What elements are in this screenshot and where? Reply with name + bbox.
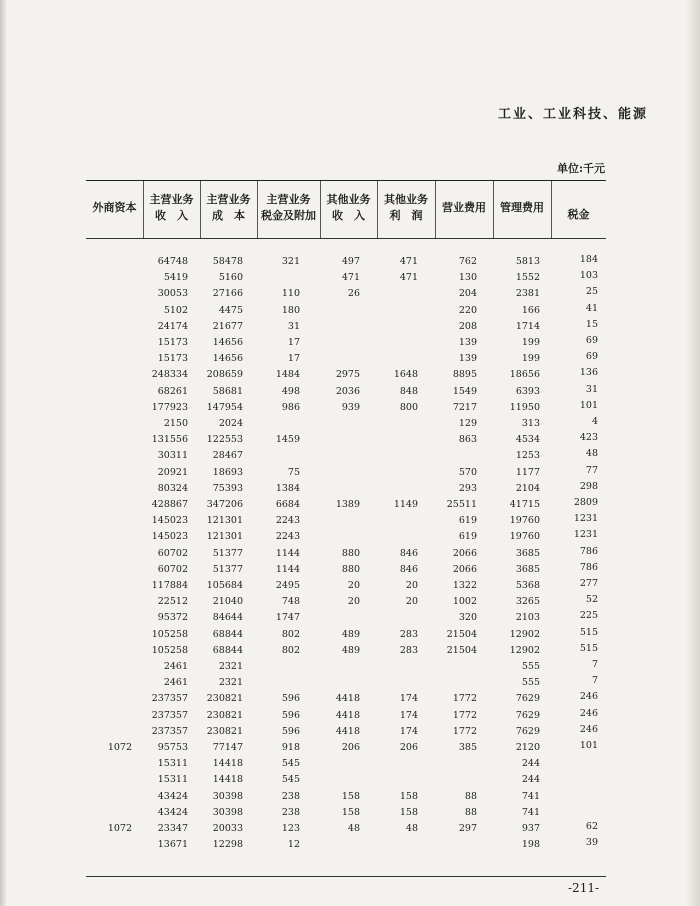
table-cell: 1772 <box>452 709 477 721</box>
table-cell: 18693 <box>212 466 243 478</box>
table-cell: 39 <box>585 837 598 849</box>
table-cell: 748 <box>281 596 300 608</box>
table-cell: 11950 <box>509 401 540 413</box>
table-cell: 27166 <box>212 288 243 300</box>
table-cell: 2461 <box>163 661 188 672</box>
table-cell: 283 <box>399 628 418 640</box>
table-cell: 5160 <box>218 272 243 284</box>
table-cell: 15 <box>585 318 598 330</box>
table-cell: 158 <box>399 806 418 818</box>
table-cell: 3685 <box>515 563 540 575</box>
table-cell: 497 <box>341 256 360 267</box>
table-cell: 545 <box>281 774 300 786</box>
table-cell: 52 <box>585 594 598 606</box>
table-cell: 1002 <box>452 596 477 608</box>
table-cell: 21504 <box>446 644 477 656</box>
table-cell: 238 <box>281 790 300 802</box>
table-cell: 198 <box>521 839 540 851</box>
table-cell: 17 <box>287 353 300 365</box>
column-divider <box>377 181 378 238</box>
table-cell: 489 <box>341 644 360 656</box>
table-cell: 30311 <box>157 450 188 462</box>
table-cell: 741 <box>521 790 540 802</box>
table-cell: 41 <box>585 302 598 314</box>
column-header-6: 营业费用 <box>442 201 486 214</box>
table-cell: 863 <box>458 434 477 446</box>
table-cell: 136 <box>579 367 598 379</box>
table-cell: 12 <box>287 839 300 851</box>
table-bottom-rule <box>86 876 606 877</box>
table-cell: 105258 <box>151 628 188 640</box>
table-cell: 6684 <box>275 499 300 510</box>
table-cell: 498 <box>281 385 300 397</box>
table-cell: 293 <box>458 482 477 494</box>
table-cell: 230821 <box>206 693 243 705</box>
table-cell: 937 <box>521 823 540 834</box>
table-cell: 2150 <box>163 418 188 429</box>
table-cell: 101 <box>579 740 598 751</box>
table-cell: 139 <box>458 353 477 365</box>
table-cell: 471 <box>399 256 418 267</box>
table-cell: 244 <box>521 758 540 770</box>
table-cell: 17 <box>287 337 300 348</box>
column-divider <box>435 181 436 238</box>
table-cell: 283 <box>399 644 418 656</box>
column-header-1: 主营业务 收 入 <box>149 193 194 222</box>
table-cell: 20 <box>405 580 418 591</box>
table-cell: 986 <box>281 401 300 413</box>
table-cell: 28467 <box>212 450 243 462</box>
table-cell: 802 <box>281 628 300 640</box>
table-cell: 129 <box>458 418 477 429</box>
table-cell: 21504 <box>446 628 477 640</box>
table-cell: 174 <box>399 709 418 721</box>
table-cell: 14656 <box>212 337 243 348</box>
table-cell: 110 <box>281 288 300 300</box>
table-cell: 26 <box>347 288 360 300</box>
table-cell: 515 <box>579 626 598 638</box>
table-cell: 1149 <box>393 499 418 510</box>
table-cell: 41715 <box>509 499 540 510</box>
table-cell: 174 <box>399 725 418 737</box>
table-cell: 30398 <box>212 790 243 802</box>
table-cell: 880 <box>341 547 360 559</box>
page-binding-shadow <box>0 0 6 906</box>
table-cell: 158 <box>341 806 360 818</box>
table-cell: 1648 <box>393 369 418 381</box>
column-divider <box>200 181 201 238</box>
table-cell: 230821 <box>206 709 243 721</box>
unit-label: 单位:千元 <box>557 162 606 175</box>
column-divider <box>493 181 494 238</box>
table-cell: 121301 <box>206 515 243 527</box>
table-cell: 12902 <box>509 628 540 640</box>
table-cell: 555 <box>521 677 540 689</box>
table-cell: 51377 <box>212 547 243 559</box>
table-cell: 1459 <box>275 434 300 446</box>
page-number: -211- <box>568 881 600 895</box>
table-cell: 30398 <box>212 806 243 818</box>
table-cell: 786 <box>579 545 598 557</box>
table-cell: 20 <box>347 596 360 608</box>
table-cell: 1549 <box>452 385 477 397</box>
table-cell: 43424 <box>157 790 188 802</box>
table-cell: 918 <box>281 742 300 753</box>
table-cell: 31 <box>287 320 300 332</box>
table-cell: 5102 <box>163 304 188 316</box>
table-cell: 515 <box>579 642 598 654</box>
table-cell: 2321 <box>218 661 243 672</box>
table-cell: 880 <box>341 563 360 575</box>
table-cell: 2120 <box>515 742 540 753</box>
table-cell: 1384 <box>275 482 300 494</box>
table-cell: 248334 <box>151 369 188 381</box>
table-cell: 277 <box>579 578 598 589</box>
table-cell: 1231 <box>573 529 598 541</box>
table-cell: 555 <box>521 661 540 672</box>
table-cell: 208 <box>458 320 477 332</box>
table-cell: 7629 <box>515 693 540 705</box>
table-top-rule <box>86 180 606 181</box>
table-cell: 2461 <box>163 677 188 689</box>
table-cell: 84644 <box>212 612 243 624</box>
table-cell: 2975 <box>335 369 360 381</box>
table-cell: 206 <box>399 742 418 753</box>
column-header-0: 外商资本 <box>92 201 137 214</box>
table-cell: 7629 <box>515 709 540 721</box>
table-cell: 423 <box>579 432 598 444</box>
table-cell: 7 <box>591 675 598 687</box>
table-cell: 298 <box>579 480 598 492</box>
table-cell: 95753 <box>157 742 188 753</box>
column-header-7: 管理费用 <box>500 201 544 214</box>
table-cell: 80324 <box>157 482 188 494</box>
table-cell: 180 <box>281 304 300 316</box>
table-cell: 7217 <box>452 401 477 413</box>
table-cell: 225 <box>579 610 598 622</box>
table-cell: 244 <box>521 774 540 786</box>
table-cell: 199 <box>521 337 540 348</box>
table-cell: 2036 <box>335 385 360 397</box>
table-cell: 313 <box>521 418 540 429</box>
table-cell: 20033 <box>212 823 243 834</box>
table-cell: 846 <box>399 563 418 575</box>
table-cell: 741 <box>521 806 540 818</box>
table-cell: 23347 <box>157 823 188 834</box>
table-cell: 1552 <box>515 272 540 284</box>
table-cell: 25511 <box>446 499 477 510</box>
table-cell: 31 <box>585 383 598 395</box>
table-cell: 68844 <box>212 644 243 656</box>
table-cell: 848 <box>399 385 418 397</box>
table-cell: 4475 <box>218 304 243 316</box>
table-cell: 19760 <box>509 515 540 527</box>
table-cell: 347206 <box>206 499 243 510</box>
table-cell: 60702 <box>157 547 188 559</box>
table-cell: 117884 <box>151 580 188 591</box>
table-cell: 20921 <box>157 466 188 478</box>
table-cell: 14418 <box>212 758 243 770</box>
table-cell: 6393 <box>515 385 540 397</box>
table-cell: 4418 <box>335 709 360 721</box>
table-cell: 246 <box>579 723 598 735</box>
table-cell: 15173 <box>157 353 188 365</box>
table-cell: 596 <box>281 709 300 721</box>
table-cell: 122553 <box>206 434 243 446</box>
table-cell: 48 <box>585 448 598 460</box>
table-cell: 1231 <box>573 513 598 525</box>
table-cell: 58478 <box>212 256 243 267</box>
table-cell: 1144 <box>275 563 300 575</box>
table-cell: 1484 <box>275 369 300 381</box>
table-cell: 246 <box>579 691 598 703</box>
table-cell: 88 <box>464 790 477 802</box>
table-cell: 77147 <box>212 742 243 753</box>
table-cell: 1253 <box>515 450 540 462</box>
table-cell: 619 <box>458 515 477 527</box>
table-cell: 230821 <box>206 725 243 737</box>
table-cell: 2809 <box>573 497 598 508</box>
table-cell: 237357 <box>151 709 188 721</box>
table-cell: 77 <box>585 464 598 476</box>
column-header-4: 其他业务 收 入 <box>326 193 371 222</box>
table-cell: 62 <box>585 821 598 832</box>
table-cell: 208659 <box>206 369 243 381</box>
table-cell: 1144 <box>275 547 300 559</box>
table-cell: 21677 <box>212 320 243 332</box>
table-cell: 22512 <box>157 596 188 608</box>
table-cell: 139 <box>458 337 477 348</box>
table-cell: 145023 <box>151 515 188 527</box>
table-cell: 5813 <box>515 256 540 267</box>
table-cell: 7 <box>591 659 598 670</box>
table-cell: 123 <box>281 823 300 834</box>
table-cell: 13671 <box>157 839 188 851</box>
table-cell: 2104 <box>515 482 540 494</box>
table-cell: 320 <box>458 612 477 624</box>
table-cell: 1177 <box>515 466 540 478</box>
table-cell: 385 <box>458 742 477 753</box>
table-cell: 206 <box>341 742 360 753</box>
table-cell: 75393 <box>212 482 243 494</box>
running-header-title: 工业、工业科技、能源 <box>498 107 649 122</box>
table-cell: 596 <box>281 693 300 705</box>
table-cell: 130 <box>458 272 477 284</box>
table-cell: 184 <box>579 254 598 265</box>
table-cell: 4534 <box>515 434 540 446</box>
table-cell: 20 <box>405 596 418 608</box>
table-cell: 1747 <box>275 612 300 624</box>
table-cell: 2103 <box>515 612 540 624</box>
table-cell: 800 <box>399 401 418 413</box>
table-cell: 939 <box>341 401 360 413</box>
table-cell: 43424 <box>157 806 188 818</box>
table-cell: 58681 <box>212 385 243 397</box>
table-cell: 18656 <box>509 369 540 381</box>
table-cell: 2066 <box>452 563 477 575</box>
table-cell: 570 <box>458 466 477 478</box>
page-edge-shadow <box>686 0 700 906</box>
table-cell: 3685 <box>515 547 540 559</box>
table-cell: 471 <box>341 272 360 284</box>
table-cell: 51377 <box>212 563 243 575</box>
table-cell: 21040 <box>212 596 243 608</box>
table-cell: 2381 <box>515 288 540 300</box>
table-cell: 220 <box>458 304 477 316</box>
table-cell: 545 <box>281 758 300 770</box>
table-cell: 2495 <box>275 580 300 591</box>
column-divider <box>143 181 144 238</box>
column-divider <box>320 181 321 238</box>
table-cell: 297 <box>458 823 477 834</box>
table-cell: 95372 <box>157 612 188 624</box>
table-cell: 237357 <box>151 725 188 737</box>
table-cell: 846 <box>399 547 418 559</box>
column-divider <box>257 181 258 238</box>
table-cell: 5368 <box>515 580 540 591</box>
table-cell: 12298 <box>212 839 243 851</box>
table-cell: 69 <box>585 351 598 363</box>
table-cell: 1714 <box>515 320 540 332</box>
table-cell: 121301 <box>206 531 243 543</box>
table-cell: 64748 <box>157 256 188 267</box>
column-header-5: 其他业务 利 润 <box>384 193 428 222</box>
table-cell: 7629 <box>515 725 540 737</box>
table-cell: 75 <box>287 466 300 478</box>
table-cell: 68844 <box>212 628 243 640</box>
table-cell: 428867 <box>151 499 188 510</box>
table-cell: 596 <box>281 725 300 737</box>
table-cell: 4418 <box>335 725 360 737</box>
table-cell: 2066 <box>452 547 477 559</box>
table-cell: 802 <box>281 644 300 656</box>
table-cell: 1322 <box>452 580 477 591</box>
table-cell: 25 <box>585 286 598 298</box>
table-cell: 786 <box>579 561 598 573</box>
table-cell: 68261 <box>157 385 188 397</box>
table-cell: 48 <box>347 823 360 834</box>
table-cell: 20 <box>347 580 360 591</box>
table-cell: 60702 <box>157 563 188 575</box>
table-cell: 1389 <box>335 499 360 510</box>
table-cell: 69 <box>585 335 598 346</box>
table-cell: 1772 <box>452 725 477 737</box>
column-header-8: 税金 <box>567 208 590 221</box>
table-cell: 147954 <box>206 401 243 413</box>
table-cell: 8895 <box>452 369 477 381</box>
table-cell: 2243 <box>275 515 300 527</box>
table-cell: 238 <box>281 806 300 818</box>
table-cell: 237357 <box>151 693 188 705</box>
table-cell: 131556 <box>151 434 188 446</box>
table-cell: 489 <box>341 628 360 640</box>
table-cell: 762 <box>458 256 477 267</box>
table-cell: 145023 <box>151 531 188 543</box>
table-cell: 15311 <box>157 758 188 770</box>
table-cell: 158 <box>341 790 360 802</box>
table-cell: 14418 <box>212 774 243 786</box>
table-cell: 321 <box>281 256 300 267</box>
table-cell: 48 <box>405 823 418 834</box>
column-header-2: 主营业务 成 本 <box>206 193 251 222</box>
table-cell: 19760 <box>509 531 540 543</box>
column-header-3: 主营业务 税金及附加 <box>261 193 316 222</box>
table-cell: 12902 <box>509 644 540 656</box>
table-cell: 2024 <box>218 418 243 429</box>
table-cell: 24174 <box>157 320 188 332</box>
table-cell: 2321 <box>218 677 243 689</box>
table-cell: 15173 <box>157 337 188 348</box>
table-cell: 1772 <box>452 693 477 705</box>
table-cell: 4 <box>591 416 598 427</box>
table-cell: 3265 <box>515 596 540 608</box>
table-cell: 88 <box>464 806 477 818</box>
table-cell: 166 <box>521 304 540 316</box>
table-cell: 5419 <box>163 272 188 284</box>
table-cell: 471 <box>399 272 418 284</box>
table-cell: 14656 <box>212 353 243 365</box>
table-cell: 1072 <box>107 823 132 834</box>
table-cell: 158 <box>399 790 418 802</box>
table-cell: 4418 <box>335 693 360 705</box>
table-cell: 105258 <box>151 644 188 656</box>
table-cell: 199 <box>521 353 540 365</box>
table-cell: 177923 <box>151 401 188 413</box>
table-cell: 30053 <box>157 288 188 300</box>
table-cell: 105684 <box>206 580 243 591</box>
column-divider <box>551 181 552 238</box>
table-cell: 101 <box>579 399 598 411</box>
table-cell: 1072 <box>107 742 132 753</box>
table-cell: 103 <box>579 270 598 282</box>
table-cell: 619 <box>458 531 477 543</box>
table-cell: 174 <box>399 693 418 705</box>
table-cell: 15311 <box>157 774 188 786</box>
table-header-rule <box>86 238 606 239</box>
table-cell: 246 <box>579 707 598 719</box>
table-cell: 204 <box>458 288 477 300</box>
table-cell: 2243 <box>275 531 300 543</box>
